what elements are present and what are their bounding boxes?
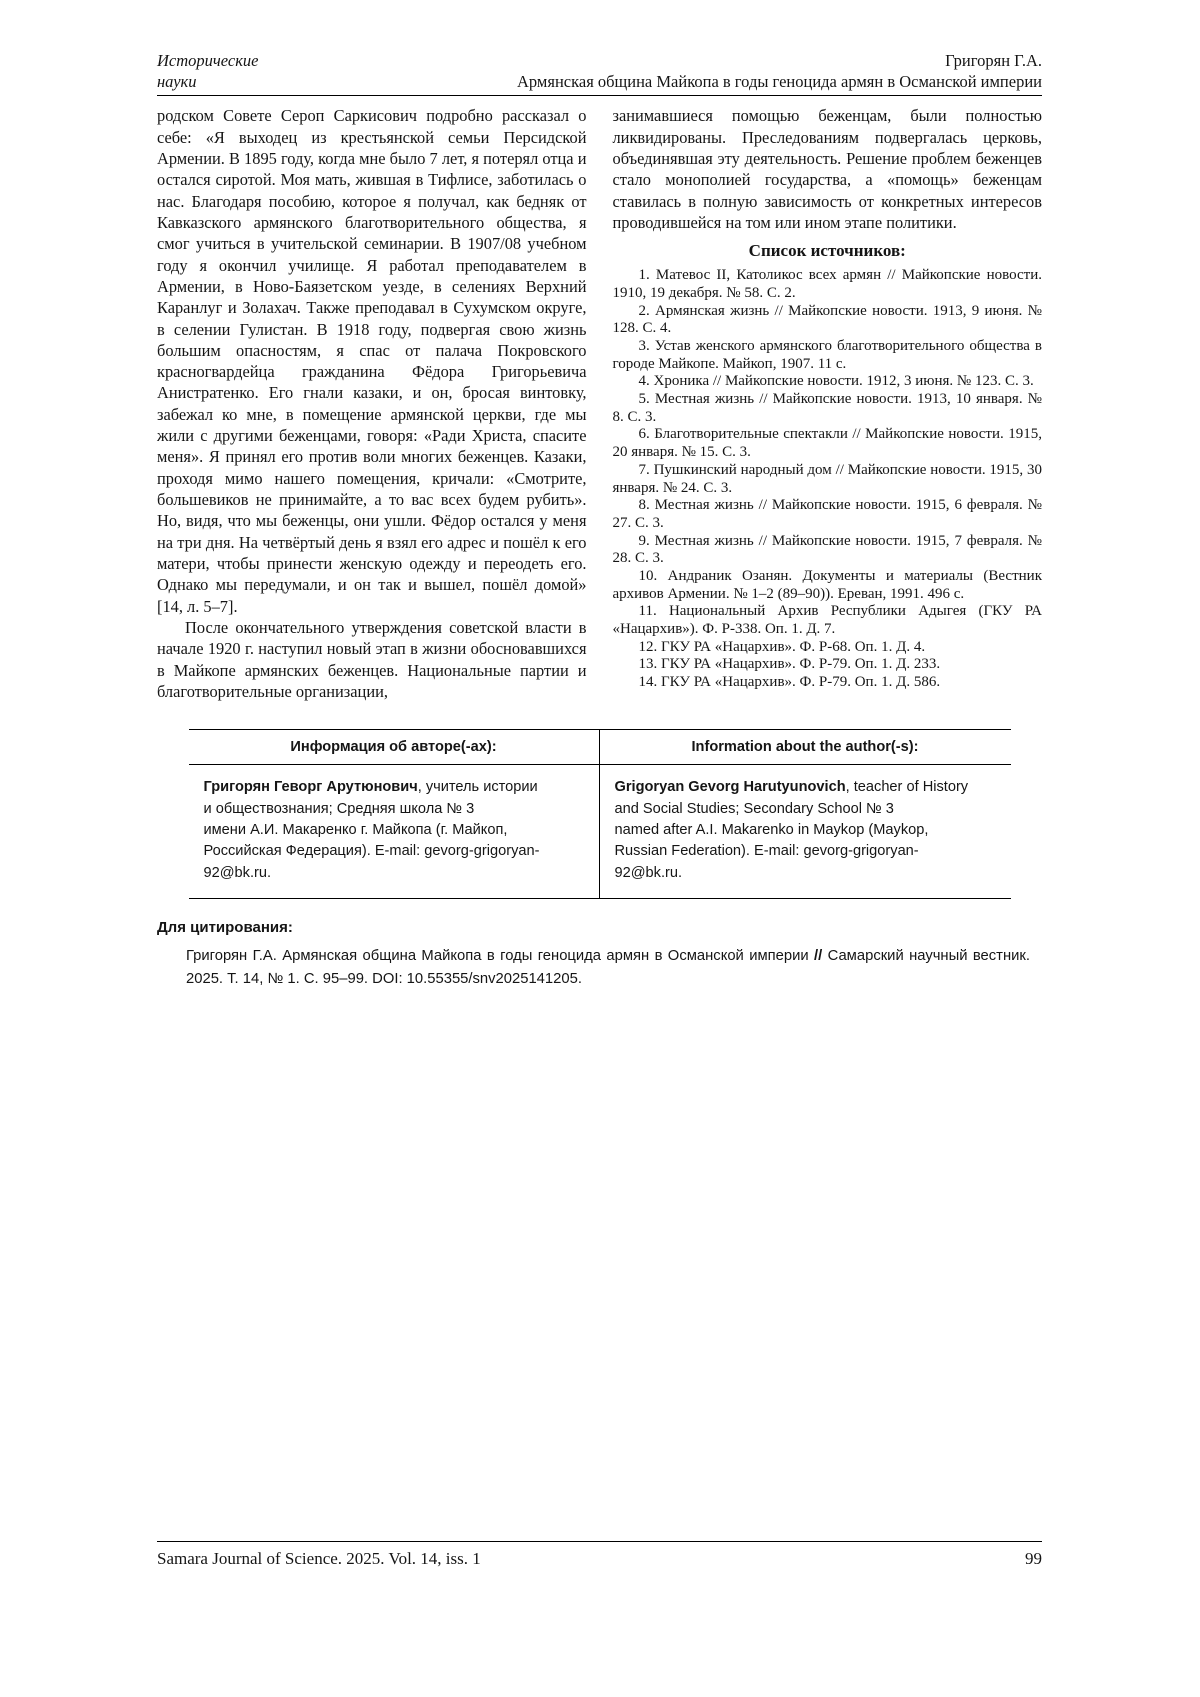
journal-section-line1: Исторические	[157, 51, 259, 70]
reference-item: 6. Благотворительные спектакли // Майкопские новости. 1915, 20 января. № 15. С. 3.	[612, 426, 1042, 461]
author-info-ru	[189, 765, 600, 897]
reference-item: 3. Устав женского армянского благотворительного общества в городе Майкопе. Майкоп, 1907. 11 с.	[612, 338, 1042, 372]
table-header-ru: Информация об авторе(-ах):	[189, 730, 600, 764]
citation-authors-title: Григорян Г.А. Армянская община Майкопа в годы геноцида армян в Османской империи	[186, 947, 814, 964]
author-details-en: , teacher of History and Social Studies; Secondary School № 3 named after A.I. Makarenko in Maykop (Maykop, Russian Federation). E-mail: gevorg-grigoryan- 92@bk.ru.	[614, 779, 969, 881]
reference-item: 14. ГКУ РА «Нацархив». Ф. Р-79. Оп. 1. Д. 586.	[638, 674, 941, 691]
footer-page-number: 99	[1025, 1549, 1042, 1568]
running-head	[517, 50, 1042, 92]
running-author: Григорян Г.А.	[945, 51, 1042, 70]
references-title: Список источников:	[748, 241, 906, 261]
right-column	[613, 105, 1043, 702]
journal-section-line2: науки	[157, 72, 197, 92]
citation-source: Самарский научный вестник. 2025. Т. 14, № 1. С. 95–99. DOI: 10.55355/snv2025141205.	[186, 947, 1030, 987]
paragraph: родском Совете Сероп Саркисович подробно рассказал о себе: «Я выходец из крестьянской семьи Персидской Армении. В 1895 году, когда мне было 7 лет, я потерял отца и остался сиротой. Моя мать, жившая в Тифлисе, заботилась о нас. Благодаря пособию, которое я получал, как бедняк от Кавказского армянского благотворительного общества, я смог учиться в учительской семинарии. В 1907/08 учебном году я окончил училище. Я работал преподавателем в Армении, в Ново-Баязетском уезде, в селениях Верхний Каранлуг и Золахач. Также преподавал в Сухумском округе, в селении Гулистан. В 1918 году, подвергая свою жизнь большим опасностям, я спас от палача Покровского красногвардейца гражданина Фёдора Григорьевича Анистратенко. Его гнали казаки, и он, бросая винтовку, забежал ко мне, в помещение армянской церкви, где мы жили с другими беженцами, говоря: «Ради Христа, спасите меня». Я принял его против воли многих беженцев. Казаки, проходя мимо нашего помещения, кричали: «Смотрите, большевиков не принимайте, а то вас всех будем рубить». Но, видя, что мы беженцы, они ушли. Фёдор остался у меня на три дня. На четвёртый день я взял его адрес и пошёл к его матери, чтобы принести женскую одежду и переодеть его. Однако мы передумали, и он так и вышел, пошёл домой» [14, л. 5–7].	[157, 106, 587, 616]
author-name-ru: Григорян Геворг Арутюнович	[203, 779, 418, 796]
author-info-table	[189, 729, 1011, 898]
reference-item: 12. ГКУ РА «Нацархив». Ф. Р-68. Оп. 1. Д. 4.	[638, 638, 926, 655]
left-column	[157, 105, 587, 702]
reference-item: 2. Армянская жизнь // Майкопские новости. 1913, 9 июня. № 128. С. 4.	[612, 302, 1042, 337]
paragraph: После окончательного утверждения советской власти в начале 1920 г. наступил новый этап в жизни обосновавшихся в Майкопе армянских беженцев. Национальные партии и благотворительные организации,	[157, 618, 587, 702]
page-header	[157, 50, 1042, 96]
citation-label: Для цитирования:	[157, 918, 293, 936]
reference-item: 9. Местная жизнь // Майкопские новости. 1915, 7 февраля. № 28. С. 3.	[612, 532, 1042, 567]
author-info-header-row	[189, 730, 1011, 765]
reference-item: 5. Местная жизнь // Майкопские новости. 1913, 10 января. № 8. С. 3.	[612, 391, 1042, 425]
author-details-ru: , учитель истории и обществознания; Средняя школа № 3 имени А.И. Макаренко г. Майкопа (г. Майкоп, Российская Федерация). E-mail: gevorg-grigoryan- 92@bk.ru.	[203, 779, 540, 881]
reference-item: 4. Хроника // Майкопские новости. 1912, 3 июня. № 123. С. 3.	[638, 373, 1034, 390]
reference-item: 10. Андраник Озанян. Документы и материалы (Вестник архивов Армении. № 1–2 (89–90)). Ереван, 1991. 496 с.	[612, 567, 1042, 602]
citation-separator: //	[814, 947, 823, 964]
reference-item: 1. Матевос II, Католикос всех армян // Майкопские новости. 1910, 19 декабря. № 58. С. 2.	[612, 267, 1042, 301]
reference-item: 7. Пушкинский народный дом // Майкопские новости. 1915, 30 января. № 24. С. 3.	[612, 461, 1042, 496]
author-info-en	[600, 765, 1011, 897]
reference-item: 11. Национальный Архив Республики Адыгея (ГКУ РА «Нацархив»). Ф. Р-338. Оп. 1. Д. 7.	[612, 603, 1042, 638]
paragraph: занимавшиеся помощью беженцам, были полностью ликвидированы. Преследованиям подвергалась церковь, объединявшая эту деятельность. Решение проблем беженцев стало монополией государства, а «помощь» беженцам ставилась в полную зависимость от конкретных интересов проводившейся на том или ином этапе политики.	[612, 106, 1042, 232]
reference-item: 13. ГКУ РА «Нацархив». Ф. Р-79. Оп. 1. Д. 233.	[638, 656, 941, 673]
citation-block	[157, 919, 1042, 991]
running-title: Армянская община Майкопа в годы геноцида армян в Османской империи	[517, 72, 1042, 92]
page-footer	[157, 1541, 1042, 1569]
body-columns	[157, 105, 1042, 702]
table-header-en: Information about the author(-s):	[691, 739, 919, 756]
footer-journal: Samara Journal of Science. 2025. Vol. 14, iss. 1	[157, 1549, 481, 1568]
reference-item: 8. Местная жизнь // Майкопские новости. 1915, 6 февраля. № 27. С. 3.	[612, 497, 1042, 531]
journal-section	[157, 50, 259, 92]
author-info-body-row	[189, 765, 1011, 897]
author-name-en: Grigoryan Gevorg Harutyunovich	[614, 779, 846, 796]
citation-text	[186, 945, 1030, 991]
